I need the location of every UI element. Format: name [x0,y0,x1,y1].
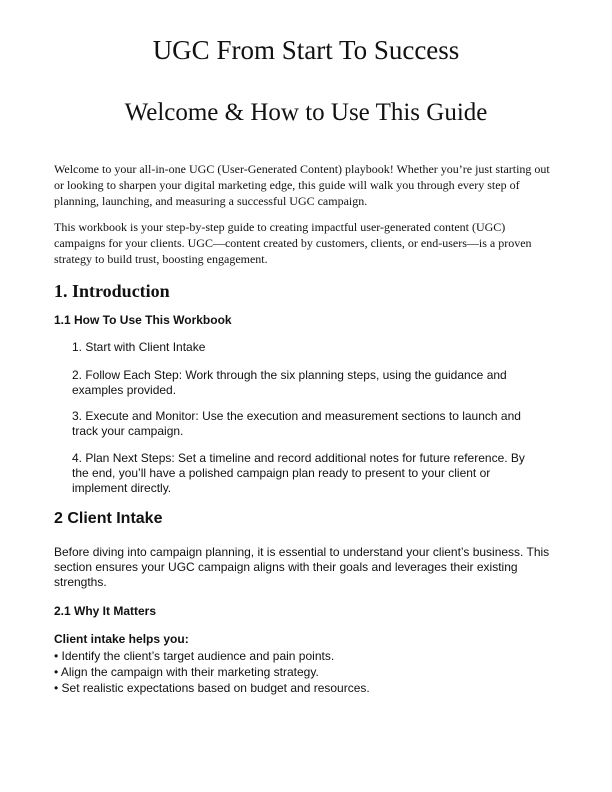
step-item: 4. Plan Next Steps: Set a timeline and record additional notes for future reference. By the end, you’ll have a polished campaign plan ready to present to your client or implement directly. [72,451,525,495]
step-item: 1. Start with Client Intake [72,340,206,354]
step-item: 2. Follow Each Step: Work through the six planning steps, using the guidance and examples provided. [72,368,507,397]
list-item: • Align the campaign with their marketing strategy. [54,665,319,679]
client-intake-paragraph: Before diving into campaign planning, it is essential to understand your client’s business. This section ensures your UGC campaign aligns with their goals and leverages their existing strengths. [54,545,550,589]
section-heading-introduction: 1. Introduction [54,281,170,301]
list-item: • Set realistic expectations based on budget and resources. [54,681,370,695]
list-title: Client intake helps you: [54,632,189,646]
document-title: UGC From Start To Success [152,35,460,65]
subsection-heading-why-it-matters: 2.1 Why It Matters [54,604,157,618]
document-subtitle: Welcome & How to Use This Guide [124,99,488,126]
intro-paragraph-2: This workbook is your step-by-step guide to creating impactful user-generated content (UGC) campaigns for your clients. UGC—content created by customers, clients, or end-users—is a proven strategy to build trust, boosting engagement. [54,220,532,266]
subsection-heading-how-to-use: 1.1 How To Use This Workbook [54,313,232,327]
section-heading-client-intake: 2 Client Intake [54,510,163,527]
step-item: 3. Execute and Monitor: Use the execution and measurement sections to launch and track your campaign. [72,409,521,438]
intro-paragraph-1: Welcome to your all-in-one UGC (User-Generated Content) playbook! Whether you’re just starting out or looking to sharpen your digital marketing edge, this guide will walk you through every step of planning, launching, and measuring a successful UGC campaign. [54,162,550,208]
list-item: • Identify the client’s target audience and pain points. [54,649,335,663]
bullet-list [54,648,554,696]
